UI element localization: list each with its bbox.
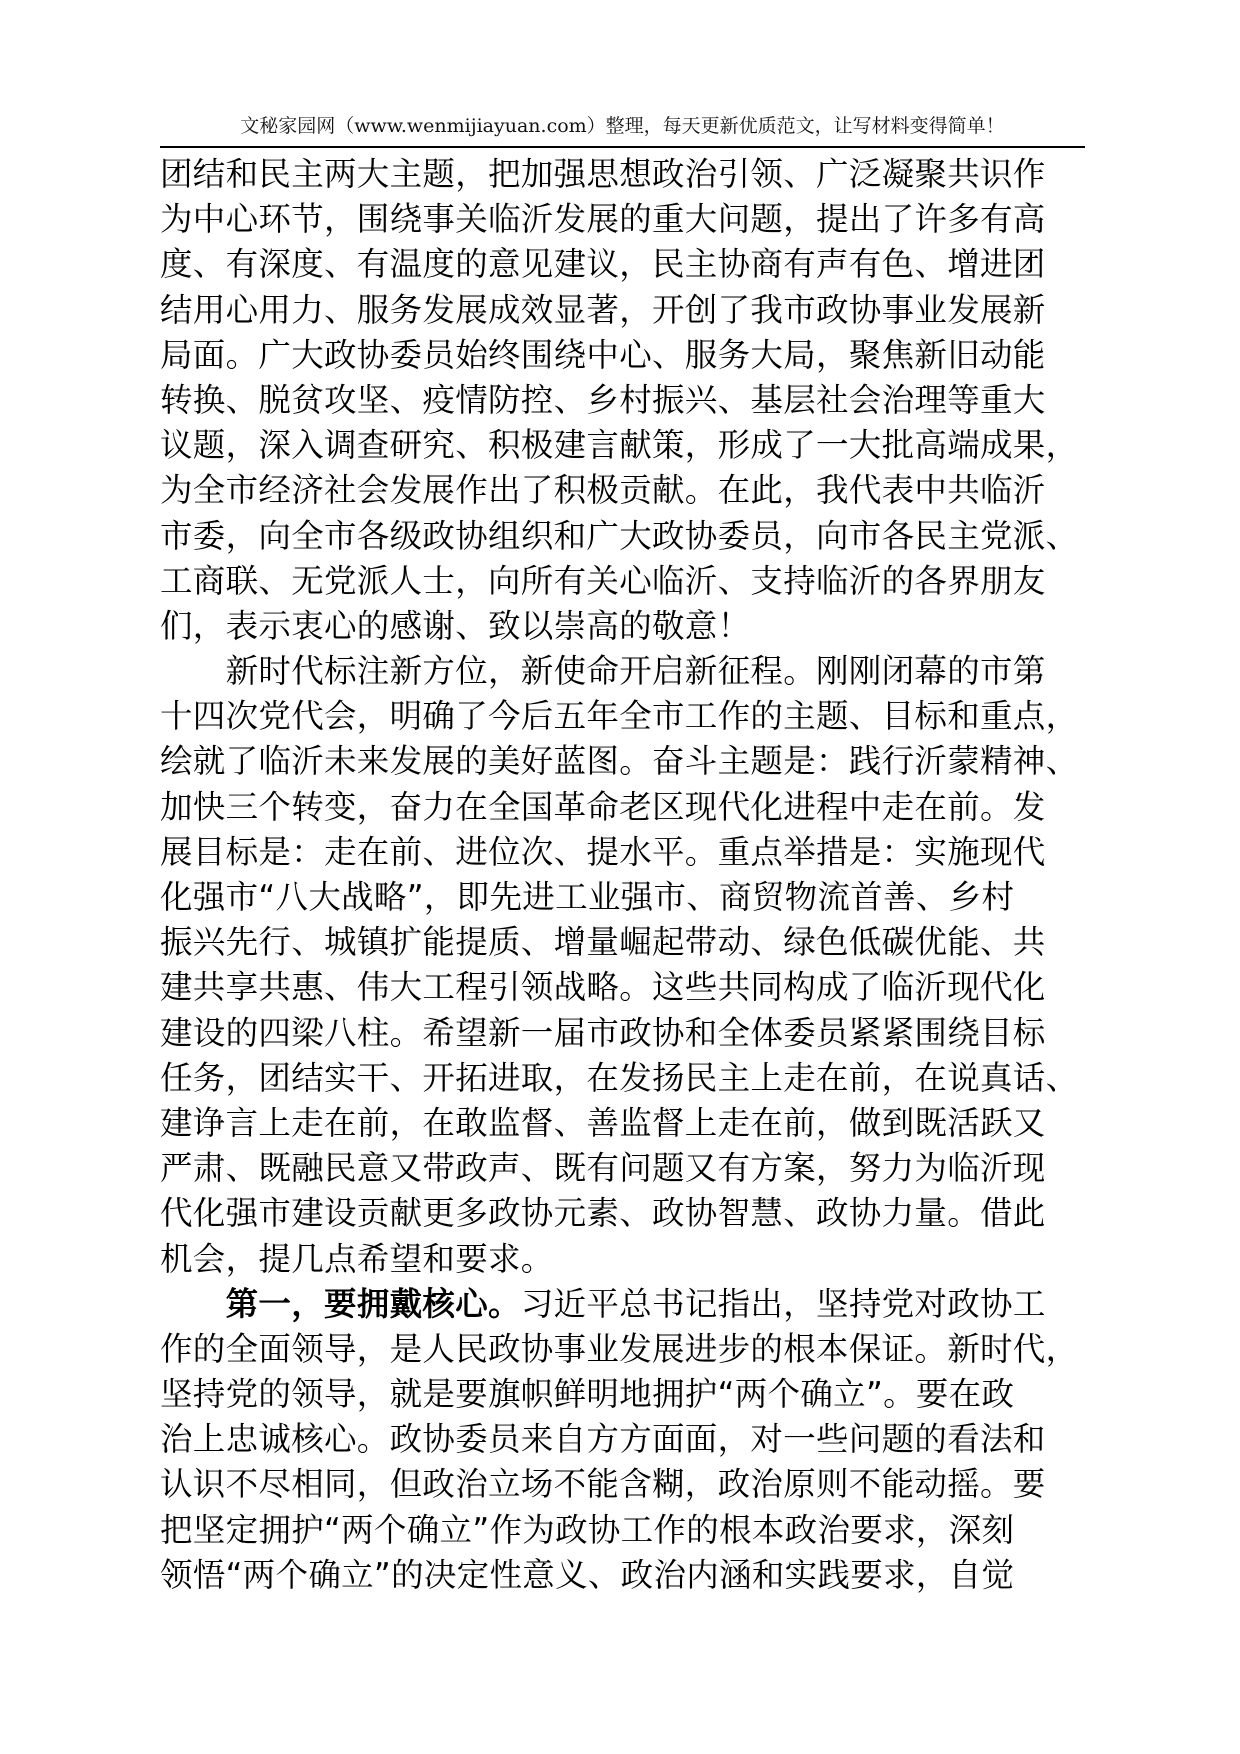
text-line: 转换、脱贫攻坚、疫情防控、乡村振兴、基层社会治理等重大 xyxy=(160,380,1046,419)
body-text xyxy=(160,152,1110,1598)
text-line: 为全市经济社会发展作出了积极贡献。在此，我代表中共临沂 xyxy=(160,471,1046,510)
text-line: 度、有深度、有温度的意见建议，民主协商有声有色、增进团 xyxy=(160,245,1046,284)
text-line: 治上忠诚核心。政协委员来自方方面面，对一些问题的看法和 xyxy=(160,1420,1046,1459)
text-line: 作的全面领导，是人民政协事业发展进步的根本保证。新时代， xyxy=(160,1329,1079,1368)
text-line: 议题，深入调查研究、积极建言献策，形成了一大批高端成果， xyxy=(160,426,1079,465)
text-line: 加快三个转变，奋力在全国革命老区现代化进程中走在前。发 xyxy=(160,787,1046,826)
text-line: 坚持党的领导，就是要旗帜鲜明地拥护“两个确立”。要在政 xyxy=(160,1375,1015,1414)
text-line: 振兴先行、城镇扩能提质、增量崛起带动、绿色低碳优能、共 xyxy=(160,923,1046,962)
text-line: 工商联、无党派人士，向所有关心临沂、支持临沂的各界朋友 xyxy=(160,561,1046,600)
text-line: 展目标是：走在前、进位次、提水平。重点举措是：实施现代 xyxy=(160,832,1046,871)
text-line: 严肃、既融民意又带政声、既有问题又有方案，努力为临沂现 xyxy=(160,1149,1046,1188)
section-heading: 第一，要拥戴核心。 xyxy=(160,1284,521,1323)
text-line: 绘就了临沂未来发展的美好蓝图。奋斗主题是：践行沂蒙精神、 xyxy=(160,742,1079,781)
text-line: 建诤言上走在前，在敢监督、善监督上走在前，做到既活跃又 xyxy=(160,1103,1046,1142)
text-line: 市委，向全市各级政协组织和广大政协委员，向市各民主党派、 xyxy=(160,516,1079,555)
text-line: 们，表示衷心的感谢、致以崇高的敬意！ xyxy=(160,606,751,645)
text-line: 团结和民主两大主题，把加强思想政治引领、广泛凝聚共识作 xyxy=(160,155,1046,193)
text-line: 建设的四梁八柱。希望新一届市政协和全体委员紧紧围绕目标 xyxy=(160,1013,1046,1052)
text-line: 任务，团结实干、开拓进取，在发扬民主上走在前，在说真话、 xyxy=(160,1058,1079,1097)
text-line: 结用心用力、服务发展成效显著，开创了我市政协事业发展新 xyxy=(160,290,1046,329)
text-line: 新时代标注新方位，新使命开启新征程。刚刚闭幕的市第 xyxy=(160,652,1046,691)
text-line: 十四次党代会，明确了今后五年全市工作的主题、目标和重点， xyxy=(160,697,1079,736)
heading-line xyxy=(160,1282,1110,1327)
text-line-rest: 习近平总书记指出，坚持党对政协工 xyxy=(520,1284,1046,1323)
text-line: 化强市“八大战略”，即先进工业强市、商贸物流首善、乡村 xyxy=(160,878,1015,916)
text-line: 代化强市建设贡献更多政协元素、政协智慧、政协力量。借此 xyxy=(160,1194,1046,1233)
text-line: 为中心环节，围绕事关临沂发展的重大问题，提出了许多有高 xyxy=(160,200,1046,239)
page-header: 文秘家园网（www.wenmijiayuan.com）整理，每天更新优质范文，让写材料变得简单！ xyxy=(160,108,1085,148)
text-line: 局面。广大政协委员始终围绕中心、服务大局，聚焦新旧动能 xyxy=(160,335,1046,374)
text-line: 机会，提几点希望和要求。 xyxy=(160,1239,554,1278)
text-line: 建共享共惠、伟大工程引领战略。这些共同构成了临沂现代化 xyxy=(160,968,1046,1007)
text-line: 认识不尽相同，但政治立场不能含糊，政治原则不能动摇。要 xyxy=(160,1465,1046,1504)
text-line: 把坚定拥护“两个确立”作为政协工作的根本政治要求，深刻 xyxy=(160,1510,1015,1549)
text-line: 领悟“两个确立”的决定性意义、政治内涵和实践要求，自觉 xyxy=(160,1555,1015,1594)
